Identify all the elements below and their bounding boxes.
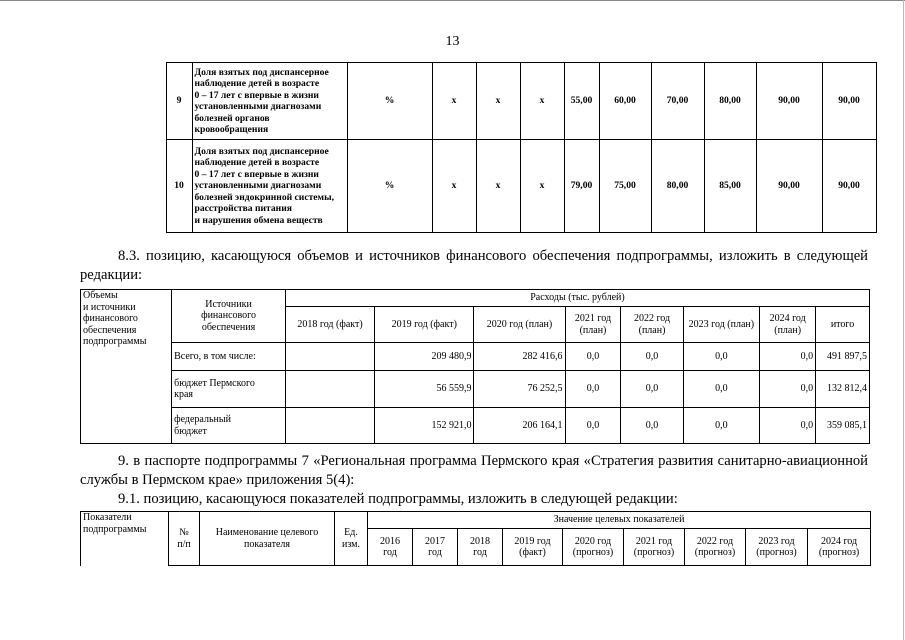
year-header bbox=[474, 307, 565, 343]
value-cell: 56 559,9 bbox=[375, 371, 474, 408]
value-cell: x bbox=[476, 140, 520, 233]
text-line: финансового bbox=[83, 313, 138, 324]
value-cell: 90,00 bbox=[756, 63, 822, 140]
indicators-table-continued bbox=[80, 62, 877, 233]
value-cell: 90,00 bbox=[822, 140, 876, 233]
value-cell bbox=[286, 408, 375, 444]
year-header bbox=[683, 307, 760, 343]
text-line: бюджет Пермского bbox=[174, 377, 255, 389]
value-cell: 0,0 bbox=[621, 408, 683, 444]
text-line: расстройства питания bbox=[194, 203, 292, 215]
year-header bbox=[760, 307, 816, 343]
text-line: (прогноз) bbox=[756, 547, 797, 558]
text-line: 2019 год (факт) bbox=[391, 318, 457, 330]
value-cell: 132 812,4 bbox=[816, 371, 870, 408]
value-cell: 0,0 bbox=[621, 343, 683, 371]
table-row bbox=[81, 408, 870, 444]
table-row bbox=[80, 140, 876, 233]
text-line: бюджет bbox=[174, 425, 207, 437]
value-cell: x bbox=[432, 63, 476, 140]
value-cell: 359 085,1 bbox=[816, 408, 870, 444]
text-line: (план) bbox=[774, 324, 802, 336]
year-header bbox=[286, 307, 375, 343]
value-cell: 80,00 bbox=[704, 63, 756, 140]
value-cell: 80,00 bbox=[651, 140, 704, 233]
year-header bbox=[685, 529, 746, 566]
text-line: Доля взятых под диспансерное bbox=[194, 66, 329, 78]
text-line: 2023 год (план) bbox=[688, 318, 755, 330]
value-cell: 0,0 bbox=[683, 408, 760, 444]
value-cell: x bbox=[520, 63, 564, 140]
text-line: (факт) bbox=[519, 547, 546, 558]
text-line: 0 – 17 лет с впервые в жизни bbox=[194, 89, 319, 101]
value-cell: 206 164,1 bbox=[474, 408, 565, 444]
value-cell: 152 921,0 bbox=[375, 408, 474, 444]
value-cell: 79,00 bbox=[564, 140, 599, 233]
total-header bbox=[816, 307, 870, 343]
text-line: (план) bbox=[638, 324, 666, 336]
row-number: 10 bbox=[166, 140, 192, 233]
value-cell bbox=[286, 343, 375, 371]
text-line: края bbox=[174, 389, 194, 400]
source-cell bbox=[172, 408, 286, 444]
paragraph-9-1: 9.1. позицию, касающуюся показателей подпрограммы, изложить в следующей редакции: bbox=[118, 491, 678, 507]
text-line: 2018 bbox=[470, 535, 490, 547]
expenses-group-header: Расходы (тыс. рублей) bbox=[286, 290, 870, 307]
value-cell: 90,00 bbox=[756, 140, 822, 233]
unit-cell: % bbox=[347, 140, 432, 233]
text-line: показателя bbox=[243, 538, 291, 550]
text-line: подпрограммы bbox=[83, 336, 147, 347]
text-line: 2022 год bbox=[696, 535, 734, 547]
text-line: 2021 год bbox=[574, 313, 612, 324]
number-header bbox=[169, 512, 200, 566]
value-cell bbox=[286, 371, 375, 408]
text-line: 2022 год bbox=[633, 313, 671, 324]
text-line: 2018 год (факт) bbox=[297, 318, 363, 330]
text-line: Наименование целевого bbox=[215, 527, 319, 538]
value-cell: 0,0 bbox=[760, 343, 816, 371]
unit-cell: % bbox=[347, 63, 432, 140]
row-number: 9 bbox=[166, 63, 192, 140]
text-line: Источники bbox=[205, 298, 252, 310]
value-cell: 0,0 bbox=[683, 371, 760, 408]
page-number: 13 bbox=[445, 34, 460, 49]
value-cell: 90,00 bbox=[822, 63, 876, 140]
text-line: 2024 год bbox=[820, 535, 858, 547]
value-cell: x bbox=[476, 63, 520, 140]
text-line: 2024 год bbox=[769, 313, 806, 324]
value-cell: 0,0 bbox=[565, 371, 621, 408]
table-header-row bbox=[81, 290, 870, 307]
value-cell: x bbox=[432, 140, 476, 233]
indicators-label-cell bbox=[81, 512, 169, 566]
text-line: Объемы bbox=[83, 290, 118, 301]
value-cell: 0,0 bbox=[621, 371, 683, 408]
value-cell: 0,0 bbox=[565, 408, 621, 444]
text-line: подпрограммы bbox=[83, 523, 147, 535]
value-cell: 60,00 bbox=[599, 63, 651, 140]
value-cell: 0,0 bbox=[683, 343, 760, 371]
text-line: кровообращения bbox=[194, 124, 269, 135]
value-cell: 75,00 bbox=[599, 140, 651, 233]
table-row bbox=[81, 343, 870, 371]
text-line: 2019 год bbox=[514, 535, 551, 547]
text-line: 2020 год (план) bbox=[486, 318, 553, 330]
year-header bbox=[565, 307, 621, 343]
text-line: обеспечения bbox=[201, 321, 256, 333]
year-header bbox=[375, 307, 474, 343]
text-line: наблюдение детей в возрасте bbox=[194, 78, 320, 89]
paragraph-8-3: 8.3. позицию, касающуюся объемов и источников финансового обеспечения подпрограммы, изложить в следующей редакции: bbox=[80, 248, 868, 283]
text-line: итого bbox=[830, 318, 855, 330]
year-header bbox=[503, 529, 563, 566]
value-cell: 76 252,5 bbox=[474, 371, 565, 408]
financing-table bbox=[80, 289, 870, 444]
text-line: год bbox=[473, 547, 487, 558]
year-header bbox=[563, 529, 624, 566]
value-cell: x bbox=[520, 140, 564, 233]
empty-cell bbox=[80, 140, 166, 233]
text-line: болезней органов bbox=[194, 112, 270, 124]
indicator-name bbox=[192, 140, 347, 233]
paragraph-9: 9. в паспорте подпрограммы 7 «Региональная программа Пермского края «Стратегия развития санитарно-авиационной службы в Пермском крае» приложения 5(4): bbox=[80, 453, 868, 488]
text-line: Всего, в том числе: bbox=[174, 350, 256, 362]
value-cell: 70,00 bbox=[651, 63, 704, 140]
text-line: (план) bbox=[579, 324, 607, 336]
indicator-name bbox=[192, 63, 347, 140]
text-line: год bbox=[428, 547, 442, 558]
text-line: п/п bbox=[177, 538, 191, 550]
scan-right-edge bbox=[903, 0, 904, 640]
value-cell: 282 416,6 bbox=[474, 343, 565, 371]
text-line: болезней эндокринной системы, bbox=[194, 191, 334, 203]
value-cell: 209 480,9 bbox=[375, 343, 474, 371]
text-line: (прогноз) bbox=[694, 547, 736, 558]
text-line: 2020 год bbox=[574, 535, 612, 547]
value-cell: 0,0 bbox=[565, 343, 621, 371]
text-line: и нарушения обмена веществ bbox=[194, 214, 323, 226]
table-row bbox=[80, 63, 876, 140]
text-line: установленными диагнозами bbox=[194, 180, 322, 192]
table-header-row bbox=[81, 512, 871, 529]
source-cell bbox=[172, 371, 286, 408]
value-cell: 0,0 bbox=[760, 371, 816, 408]
text-line: № bbox=[179, 527, 189, 538]
table-row bbox=[81, 371, 870, 408]
text-line: год bbox=[383, 547, 397, 558]
text-line: 2017 bbox=[425, 535, 445, 547]
sources-header bbox=[172, 290, 286, 343]
unit-header bbox=[335, 512, 368, 566]
year-header bbox=[413, 529, 458, 566]
year-header bbox=[808, 529, 871, 566]
year-header bbox=[624, 529, 685, 566]
year-header bbox=[621, 307, 683, 343]
value-cell: 85,00 bbox=[704, 140, 756, 233]
text-line: установленными диагнозами bbox=[194, 101, 322, 112]
value-cell: 491 897,5 bbox=[816, 343, 870, 371]
text-line: Доля взятых под диспансерное bbox=[194, 145, 329, 157]
text-line: (прогноз) bbox=[633, 547, 675, 558]
text-line: 2016 bbox=[380, 535, 400, 547]
text-line: 0 – 17 лет с впервые в жизни bbox=[194, 168, 319, 180]
text-line: и источники bbox=[83, 301, 136, 313]
target-indicators-table bbox=[80, 511, 871, 566]
text-line: Ед. bbox=[344, 527, 358, 538]
text-line: финансового bbox=[201, 310, 257, 322]
text-line: (прогноз) bbox=[818, 547, 860, 558]
year-header bbox=[746, 529, 808, 566]
source-cell bbox=[172, 343, 286, 371]
text-line: федеральный bbox=[174, 414, 231, 425]
value-cell: 0,0 bbox=[760, 408, 816, 444]
text-line: обеспечения bbox=[83, 324, 137, 336]
text-line: (прогноз) bbox=[572, 547, 614, 558]
text-line: 2023 год bbox=[758, 535, 795, 547]
scan-top-edge bbox=[0, 0, 905, 1]
indicator-name-header bbox=[200, 512, 335, 566]
empty-cell bbox=[80, 63, 166, 140]
year-header bbox=[368, 529, 413, 566]
text-line: Показатели bbox=[83, 512, 132, 523]
volume-label-cell bbox=[81, 290, 172, 444]
year-header bbox=[458, 529, 503, 566]
text-line: изм. bbox=[342, 538, 360, 550]
text-line: 2021 год bbox=[635, 535, 673, 547]
target-values-group-header: Значение целевых показателей bbox=[368, 512, 871, 529]
text-line: наблюдение детей в возрасте bbox=[194, 157, 320, 169]
value-cell: 55,00 bbox=[564, 63, 599, 140]
